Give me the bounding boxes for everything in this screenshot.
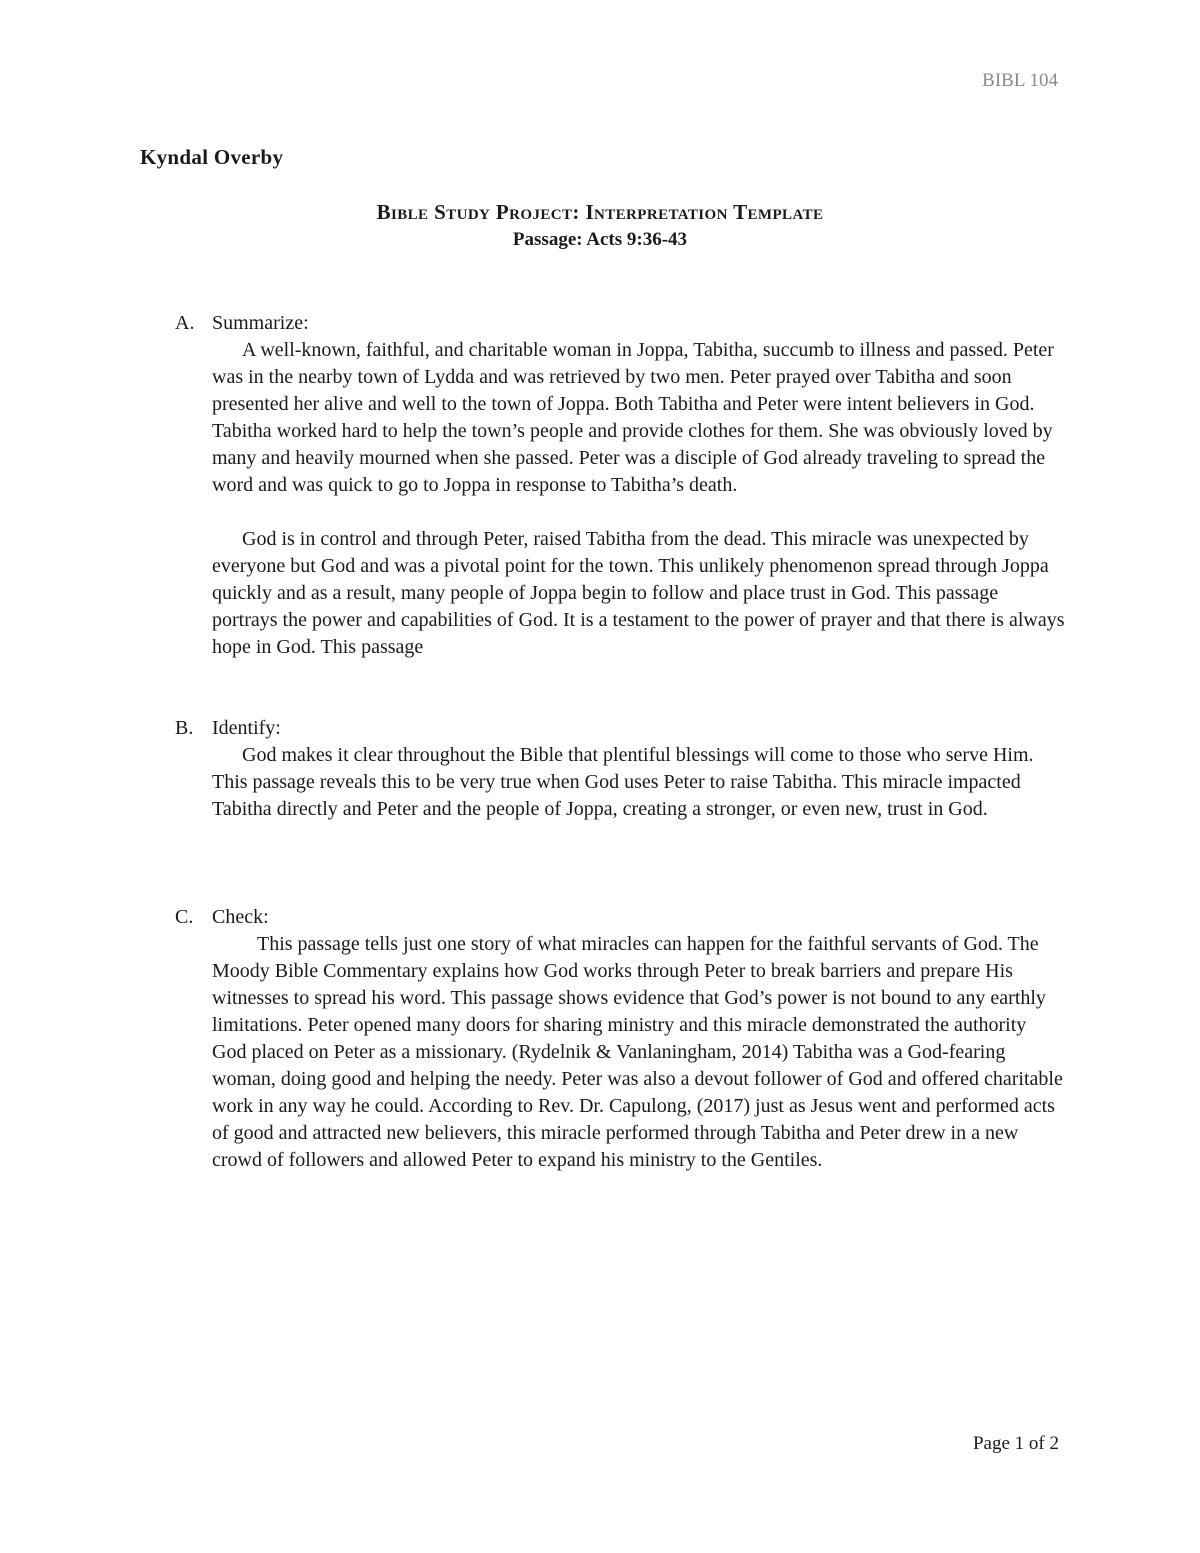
section-letter: A.: [175, 312, 195, 334]
section-label: Identify:: [212, 717, 281, 739]
section-identify: [175, 715, 1065, 823]
section-letter: B.: [175, 717, 194, 739]
section-letter: C.: [175, 906, 194, 928]
identify-paragraph: God makes it clear throughout the Bible that plentiful blessings will come to those who serve Him. This passage reveals this to be very true when God uses Peter to raise Tabitha. This miracle impacted Tabitha directly and Peter and the people of Joppa, creating a stronger, or even new, trust in God.: [212, 744, 1034, 820]
title-block: [0, 200, 1200, 251]
passage-reference: Passage: Acts 9:36-43: [512, 229, 688, 250]
document-title: Bible Study Project: Interpretation Template: [376, 200, 824, 224]
section-label: Summarize:: [212, 312, 309, 334]
section-heading: [175, 715, 1065, 742]
section-heading: [175, 310, 1065, 337]
author-name: Kyndal Overby: [140, 145, 284, 169]
check-paragraph: This passage tells just one story of what miracles can happen for the faithful servants of God. The Moody Bible Commentary explains how God works through Peter to break barriers and prepare His witnesses to spread his word. This passage shows evidence that God’s power is not bound to any earthly limitations. Peter opened many doors for sharing ministry and this miracle demonstrated the authority God placed on Peter as a missionary. (Rydelnik & Vanlaningham, 2014) Tabitha was a God-fearing woman, doing good and helping the needy. Peter was also a devout follower of God and offered charitable work in any way he could. According to Rev. Dr. Capulong, (2017) just as Jesus went and performed acts of good and attracted new believers, this miracle performed through Tabitha and Peter drew in a new crowd of followers and allowed Peter to expand his ministry to the Gentiles.: [212, 933, 1063, 1171]
section-label: Check:: [212, 906, 269, 928]
section-heading: [175, 904, 1065, 931]
summary-paragraph-2: God is in control and through Peter, raised Tabitha from the dead. This miracle was unexpected by everyone but God and was a pivotal point for the town. This unlikely phenomenon spread through Joppa quickly and as a result, many people of Joppa begin to follow and place trust in God. This passage portrays the power and capabilities of God. It is a testament to the power of prayer and that there is always hope in God. This passage: [212, 528, 1065, 658]
page-number: Page 1 of 2: [972, 1433, 1059, 1454]
section-summarize: [175, 310, 1065, 661]
summary-paragraph-1: A well-known, faithful, and charitable woman in Joppa, Tabitha, succumb to illness and passed. Peter was in the nearby town of Lydda and was retrieved by two men. Peter prayed over Tabitha and soon presented her alive and well to the town of Joppa. Both Tabitha and Peter were intent believers in God. Tabitha worked hard to help the town’s people and provide clothes for them. She was obviously loved by many and heavily mourned when she passed. Peter was a disciple of God already traveling to spread the word and was quick to go to Joppa in response to Tabitha’s death.: [212, 339, 1054, 496]
course-header: BIBL 104: [982, 70, 1058, 91]
section-check: [175, 904, 1065, 1174]
